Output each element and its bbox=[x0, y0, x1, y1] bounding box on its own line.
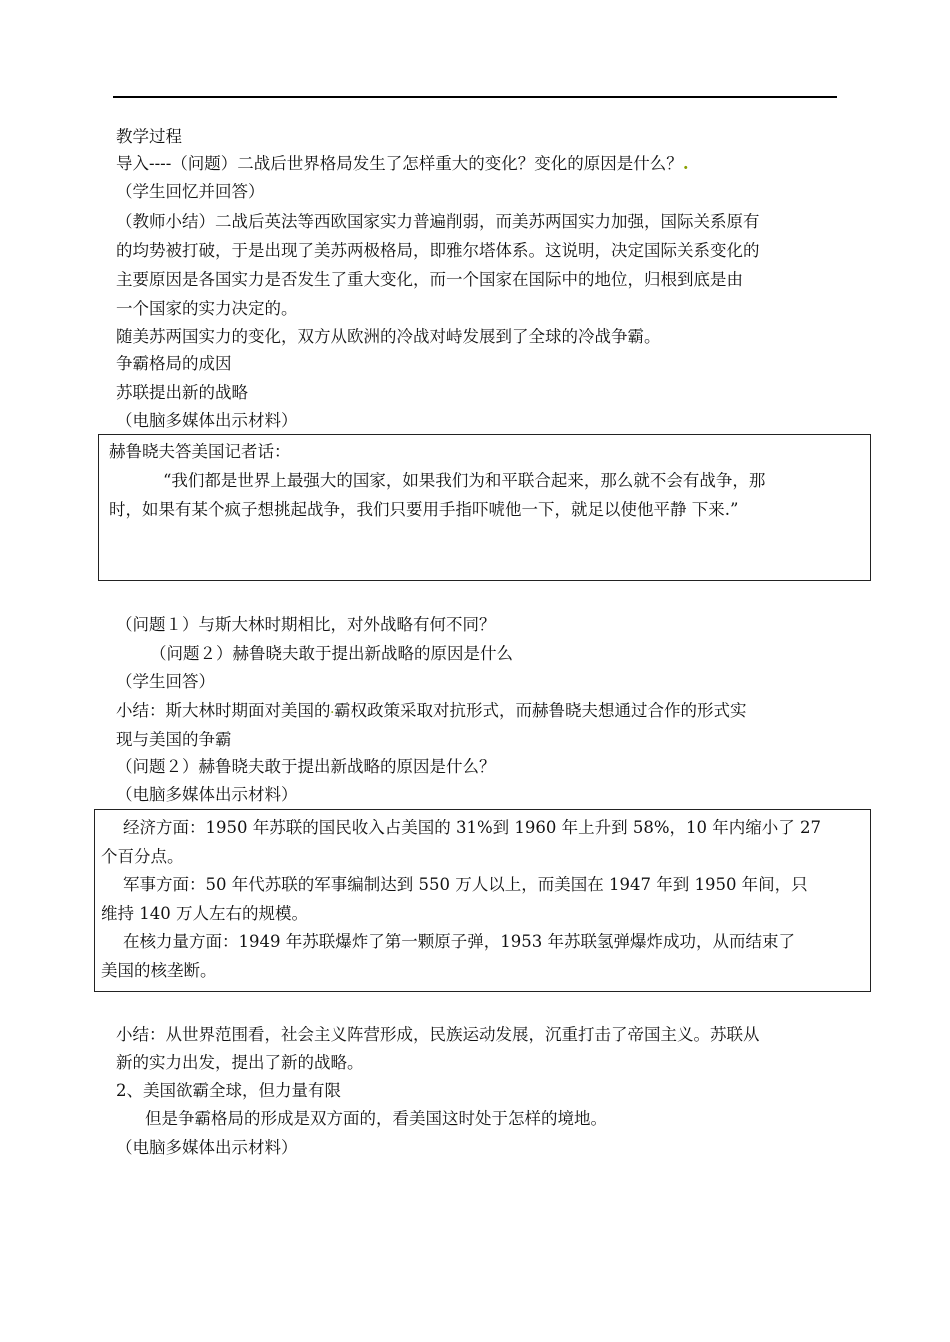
heading-causes: 争霸格局的成因 bbox=[116, 354, 232, 373]
quote-box bbox=[98, 434, 871, 581]
econ-line-2: 个百分点。 bbox=[101, 847, 184, 866]
nuclear-line-2: 美国的核垄断。 bbox=[101, 961, 217, 980]
question-2: （问题２）赫鲁晓夫敢于提出新战略的原因是什么 bbox=[150, 644, 513, 663]
summary-2-line-1: 小结：从世界范围看，社会主义阵营形成，民族运动发展，沉重打击了帝国主义。苏联从 bbox=[116, 1025, 760, 1044]
section-title: 教学过程 bbox=[116, 127, 182, 146]
quote-line-2: 时，如果有某个疯子想挑起战争，我们只要用手指吓唬他一下，就足以使他平静 下来.” bbox=[109, 500, 739, 519]
header-rule bbox=[113, 96, 837, 98]
summary-1-part-a: 小结：斯大林时期面对美国的 bbox=[116, 701, 331, 720]
material-note-3: （电脑多媒体出示材料） bbox=[116, 1138, 298, 1157]
intro-question bbox=[116, 153, 689, 175]
transition-text: 随美苏两国实力的变化，双方从欧洲的冷战对峙发展到了全球的冷战争霸。 bbox=[116, 327, 661, 346]
teacher-summary-4: 一个国家的实力决定的。 bbox=[116, 299, 298, 318]
us-paragraph: 但是争霸格局的形成是双方面的，看美国这时处于怎样的境地。 bbox=[145, 1109, 607, 1128]
summary-2-line-2: 新的实力出发，提出了新的战略。 bbox=[116, 1053, 364, 1072]
military-line-1: 军事方面：50 年代苏联的军事编制达到 550 万人以上，而美国在 1947 年到 1950 年间，只 bbox=[123, 875, 808, 894]
teacher-summary-1: （教师小结）二战后英法等西欧国家实力普遍削弱，而美苏两国实力加强，国际关系原有 bbox=[116, 212, 760, 231]
teacher-summary-3: 主要原因是各国实力是否发生了重大变化，而一个国家在国际中的地位，归根到底是由 bbox=[116, 270, 743, 289]
summary-1-line-1 bbox=[116, 700, 746, 722]
heading-us-hegemony: 2、美国欲霸全球，但力量有限 bbox=[116, 1081, 341, 1100]
military-line-2: 维持 140 万人左右的规模。 bbox=[101, 904, 308, 923]
nuclear-line-1: 在核力量方面：1949 年苏联爆炸了第一颗原子弹，1953 年苏联氢弹爆炸成功，从而结束了 bbox=[123, 932, 795, 951]
heading-soviet-strategy: 苏联提出新的战略 bbox=[116, 383, 248, 402]
material-note-1: （电脑多媒体出示材料） bbox=[116, 411, 298, 430]
material-note-2: （电脑多媒体出示材料） bbox=[116, 785, 298, 804]
question-1: （问题１）与斯大林时期相比，对外战略有何不同？ bbox=[116, 615, 496, 634]
summary-1-line-2: 现与美国的争霸 bbox=[116, 730, 232, 749]
quote-head: 赫鲁晓夫答美国记者话： bbox=[109, 442, 291, 461]
econ-line-1: 经济方面：1950 年苏联的国民收入占美国的 31%到 1960 年上升到 58%，10 年内缩小了 27 bbox=[123, 818, 822, 837]
teacher-summary-2: 的均势被打破，于是出现了美苏两极格局，即雅尔塔体系。这说明，决定国际关系变化的 bbox=[116, 241, 760, 260]
quote-line-1: “我们都是世界上最强大的国家，如果我们为和平联合起来，那么就不会有战争，那 bbox=[163, 471, 766, 490]
mark-dot: . bbox=[682, 154, 689, 173]
intro-question-text: 导入----（问题）二战后世界格局发生了怎样重大的变化？变化的原因是什么？ bbox=[116, 154, 683, 173]
student-answer: （学生回答） bbox=[116, 672, 215, 691]
material-box bbox=[94, 809, 871, 992]
summary-1-part-b: 霸权政策采取对抗形式，而赫鲁晓夫想通过合作的形式实 bbox=[333, 701, 747, 720]
mark-dot: . bbox=[330, 705, 334, 716]
question-3: （问题２）赫鲁晓夫敢于提出新战略的原因是什么？ bbox=[116, 757, 496, 776]
student-recall: （学生回忆并回答） bbox=[116, 182, 265, 201]
